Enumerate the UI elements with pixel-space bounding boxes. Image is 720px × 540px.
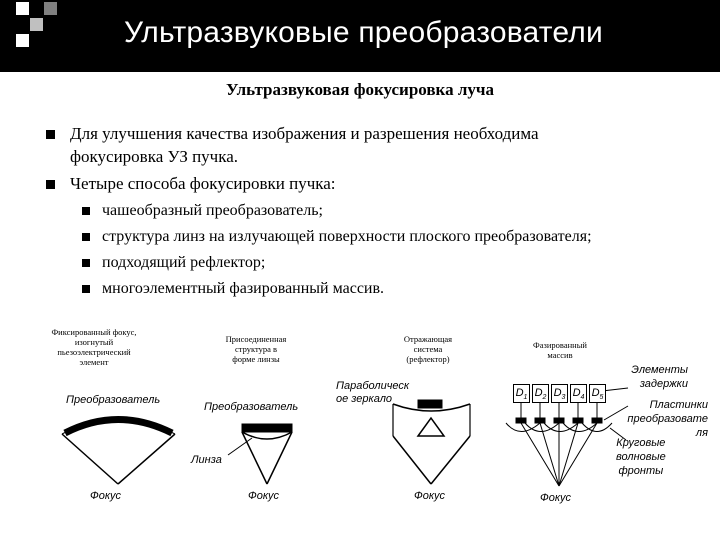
lens-diagram (228, 424, 292, 484)
array-plate (573, 418, 583, 423)
array-plate (554, 418, 564, 423)
diagram1-focus-label: Фокус (90, 490, 122, 502)
diagram3-caption: Отражающая система (рефлектор) (403, 334, 453, 364)
flat-transducer (242, 424, 292, 432)
diagram2-lens-label: Линза (191, 454, 222, 466)
curved-element (65, 420, 172, 434)
section-subtitle: Ультразвуковая фокусировка луча (226, 80, 494, 99)
plates-label: Пластинки преобразовате ля (627, 399, 708, 439)
array-plate (535, 418, 545, 423)
beam-line (393, 436, 431, 484)
beam-line (267, 432, 292, 484)
diagram4-focus-label: Фокус (540, 492, 572, 504)
reflector-diagram (393, 400, 470, 484)
diagram4-caption: Фазированный массив (533, 340, 587, 360)
beam-line (431, 436, 470, 484)
delay-element-3: $D_3$ (551, 384, 568, 403)
sub-bullet-1: чашеобразный преобразователь; (102, 202, 323, 219)
beam-line (242, 432, 267, 484)
diagram1-transducer-label: Преобразователь (66, 394, 161, 406)
diagram3-focus-label: Фокус (414, 490, 446, 502)
bullet-text-1b: фокусировка УЗ пучка. (70, 147, 239, 166)
array-plate (592, 418, 602, 423)
array-plate (516, 418, 526, 423)
beam-line (559, 423, 578, 486)
lens-shape (242, 432, 292, 439)
beam-line (540, 423, 559, 486)
beam-line (62, 434, 118, 484)
beam-line (521, 423, 559, 486)
sub-bullet-4: многоэлементный фазированный массив. (102, 280, 385, 297)
delay-element-5: $D_5$ (589, 384, 606, 403)
beam-line (118, 434, 175, 484)
diagram2-transducer-label: Преобразователь (204, 401, 299, 413)
diagram1-caption: Фиксированный фокус, изогнутый пьезоэлектрический элемент (51, 327, 137, 367)
delay-elements-label: Элементы задержки (631, 364, 688, 390)
sub-bullet-3: подходящий рефлектор; (102, 254, 266, 271)
diagram2-focus-label: Фокус (248, 490, 280, 502)
curved-transducer-diagram (62, 419, 175, 484)
beam-line (559, 423, 597, 486)
diagram3-mirror-label: Параболическ ое зеркало (336, 380, 410, 405)
delay-element-2: $D_2$ (532, 384, 549, 403)
delay-element-1: $D_1$ (513, 384, 530, 403)
bullet-text-1a: Для улучшения качества изображения и разрешения необходима (70, 124, 539, 143)
delay-element-4: $D_4$ (570, 384, 587, 403)
wavefronts-label: Круговые волновые фронты (616, 437, 666, 477)
page-title: Ультразвуковые преобразователи (124, 16, 603, 49)
diagram2-caption: Присоединенная структура в форме линзы (225, 334, 287, 364)
sub-bullet-2: структура линз на излучающей поверхности плоского преобразователя; (102, 228, 592, 245)
reflector-cone (418, 418, 444, 436)
bullet-text-2: Четыре способа фокусировки пучка: (70, 174, 336, 193)
mirror-top (418, 400, 442, 408)
